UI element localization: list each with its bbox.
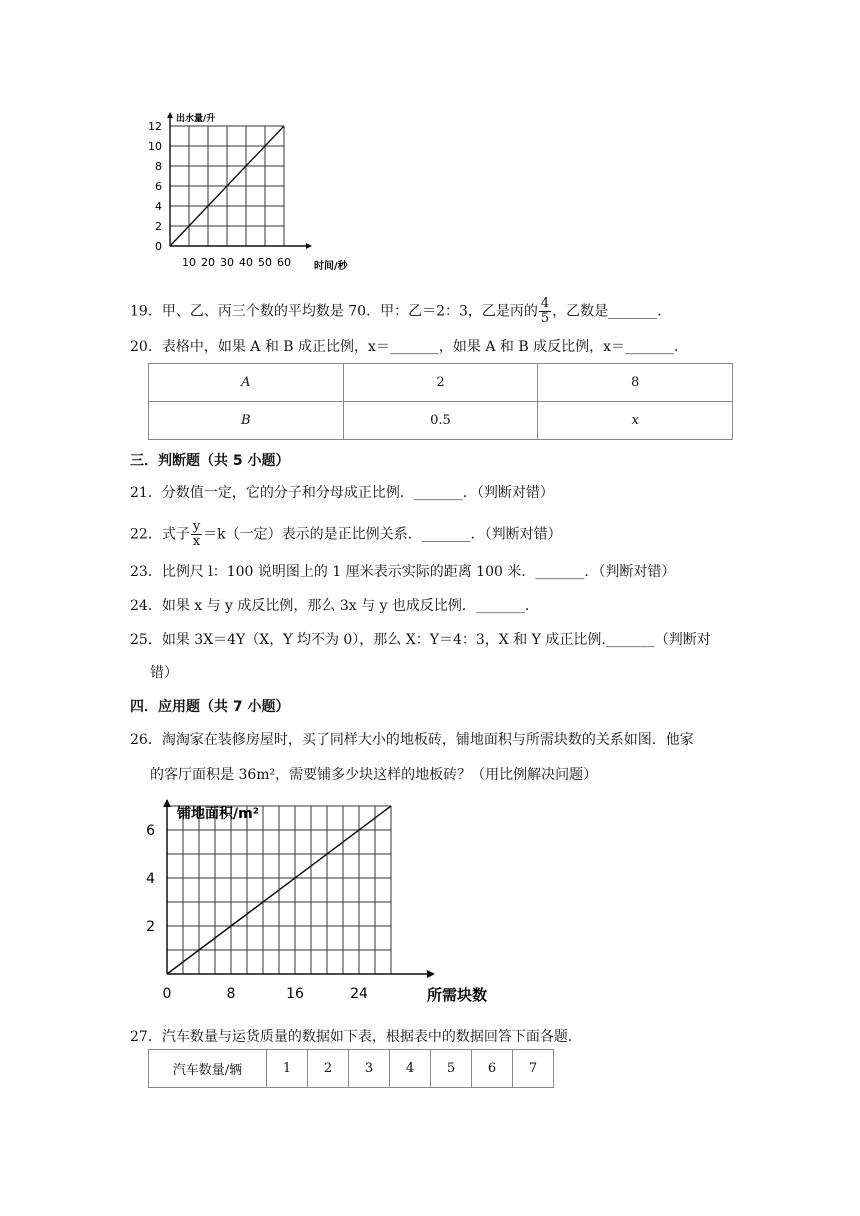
y-tick-label: 8 — [155, 160, 162, 173]
y-tick-label: 6 — [146, 823, 155, 839]
question-21: 21．分数值一定，它的分子和分母成正比例．_______．（判断对错） — [130, 485, 554, 501]
y-tick-label: 2 — [155, 220, 162, 233]
y-tick-label: 4 — [155, 200, 162, 213]
question-24: 24．如果 x 与 y 成反比例，那么 3x 与 y 也成反比例．_______． — [130, 598, 539, 614]
question-26-line-1: 26．淘淘家在装修房屋时，买了同样大小的地板砖，铺地面积与所需块数的关系如图．他家 — [130, 732, 694, 748]
table-cell: A — [149, 364, 344, 402]
q19-text: 19．甲、乙、丙三个数的平均数是 70．甲：乙＝2：3，乙是丙的 — [130, 303, 538, 320]
table-cell: B — [149, 402, 344, 440]
x-tick-label: 0 — [162, 986, 172, 1002]
question-20: 20．表格中，如果 A 和 B 成正比例，x＝_______，如果 A 和 B 成反比例，x＝_______． — [130, 339, 689, 355]
table-cell: 2 — [343, 364, 538, 402]
y-axis-arrow — [167, 112, 173, 118]
x-tick-label: 30 — [220, 256, 234, 269]
section-4-heading: 四．应用题（共 7 小题） — [130, 699, 290, 715]
x-tick-label: 40 — [239, 256, 253, 269]
x-axis-label: 时间/秒 — [314, 261, 348, 272]
y-tick-label: 6 — [155, 180, 162, 193]
water-output-chart — [140, 104, 360, 276]
table-cell: 2 — [308, 1050, 349, 1088]
y-axis-label: 出水量/升 — [176, 114, 216, 124]
question-22 — [130, 520, 562, 549]
question-25-line-2: 错） — [150, 665, 178, 681]
question-23: 23．比例尺 l：100 说明图上的 1 厘米表示实际的距离 100 米．_______．（判断对错） — [130, 564, 676, 580]
x-tick-label: 50 — [258, 256, 272, 269]
y-tick-label: 10 — [148, 140, 162, 153]
x-tick-label: 24 — [350, 986, 368, 1002]
q19-fraction — [539, 297, 551, 326]
q22-fraction — [191, 520, 202, 549]
table-cell: 7 — [513, 1050, 554, 1088]
x-axis-arrow — [427, 970, 435, 978]
y-axis-arrow — [163, 799, 171, 807]
section-3-heading: 三．判断题（共 5 小题） — [130, 453, 290, 469]
x-tick-label: 60 — [277, 256, 291, 269]
x-tick-label: 16 — [286, 986, 304, 1002]
x-tick-label: 10 — [182, 256, 196, 269]
x-axis-label: 所需块数 — [427, 986, 488, 1004]
table-cell: 1 — [267, 1050, 308, 1088]
q22-text: 22．式子 — [130, 526, 190, 543]
x-axis-arrow — [306, 243, 312, 249]
q22-frac-den: x — [192, 534, 201, 549]
table-cell: 0.5 — [343, 402, 538, 440]
question-19 — [130, 297, 671, 326]
table-cell: 3 — [349, 1050, 390, 1088]
q19-frac-num: 4 — [540, 296, 550, 311]
y-tick-label: 4 — [146, 871, 155, 887]
table-cell: 8 — [538, 364, 733, 402]
q22-frac-num: y — [192, 519, 201, 534]
q20-table — [148, 363, 733, 440]
y-tick-label: 0 — [155, 240, 162, 253]
table-cell: 6 — [472, 1050, 513, 1088]
y-axis-label: 铺地面积/m² — [177, 806, 259, 822]
table-cell: 汽车数量/辆 — [149, 1050, 267, 1088]
x-tick-label: 20 — [201, 256, 215, 269]
x-tick-label: 8 — [226, 986, 236, 1002]
q19-text-end: ，乙数是_______． — [552, 303, 672, 320]
table-cell: 4 — [390, 1050, 431, 1088]
question-26-line-2: 的客厅面积是 36m²，需要铺多少块这样的地板砖？（用比例解决问题） — [150, 767, 598, 783]
question-27: 27．汽车数量与运货质量的数据如下表，根据表中的数据回答下面各题． — [130, 1029, 582, 1045]
q22-text-end: ＝k（一定）表示的是正比例关系．_______．（判断对错） — [203, 526, 562, 543]
y-tick-label: 12 — [148, 120, 162, 133]
q27-table — [148, 1049, 554, 1088]
table-cell: x — [538, 402, 733, 440]
table-cell: 5 — [431, 1050, 472, 1088]
y-tick-label: 2 — [146, 919, 155, 935]
q19-frac-den: 5 — [540, 311, 550, 326]
question-25-line-1: 25．如果 3X＝4Y（X，Y 均不为 0），那么 X：Y＝4：3，X 和 Y 成正比例._______（判断对 — [130, 632, 711, 648]
floor-area-chart — [140, 798, 488, 1008]
